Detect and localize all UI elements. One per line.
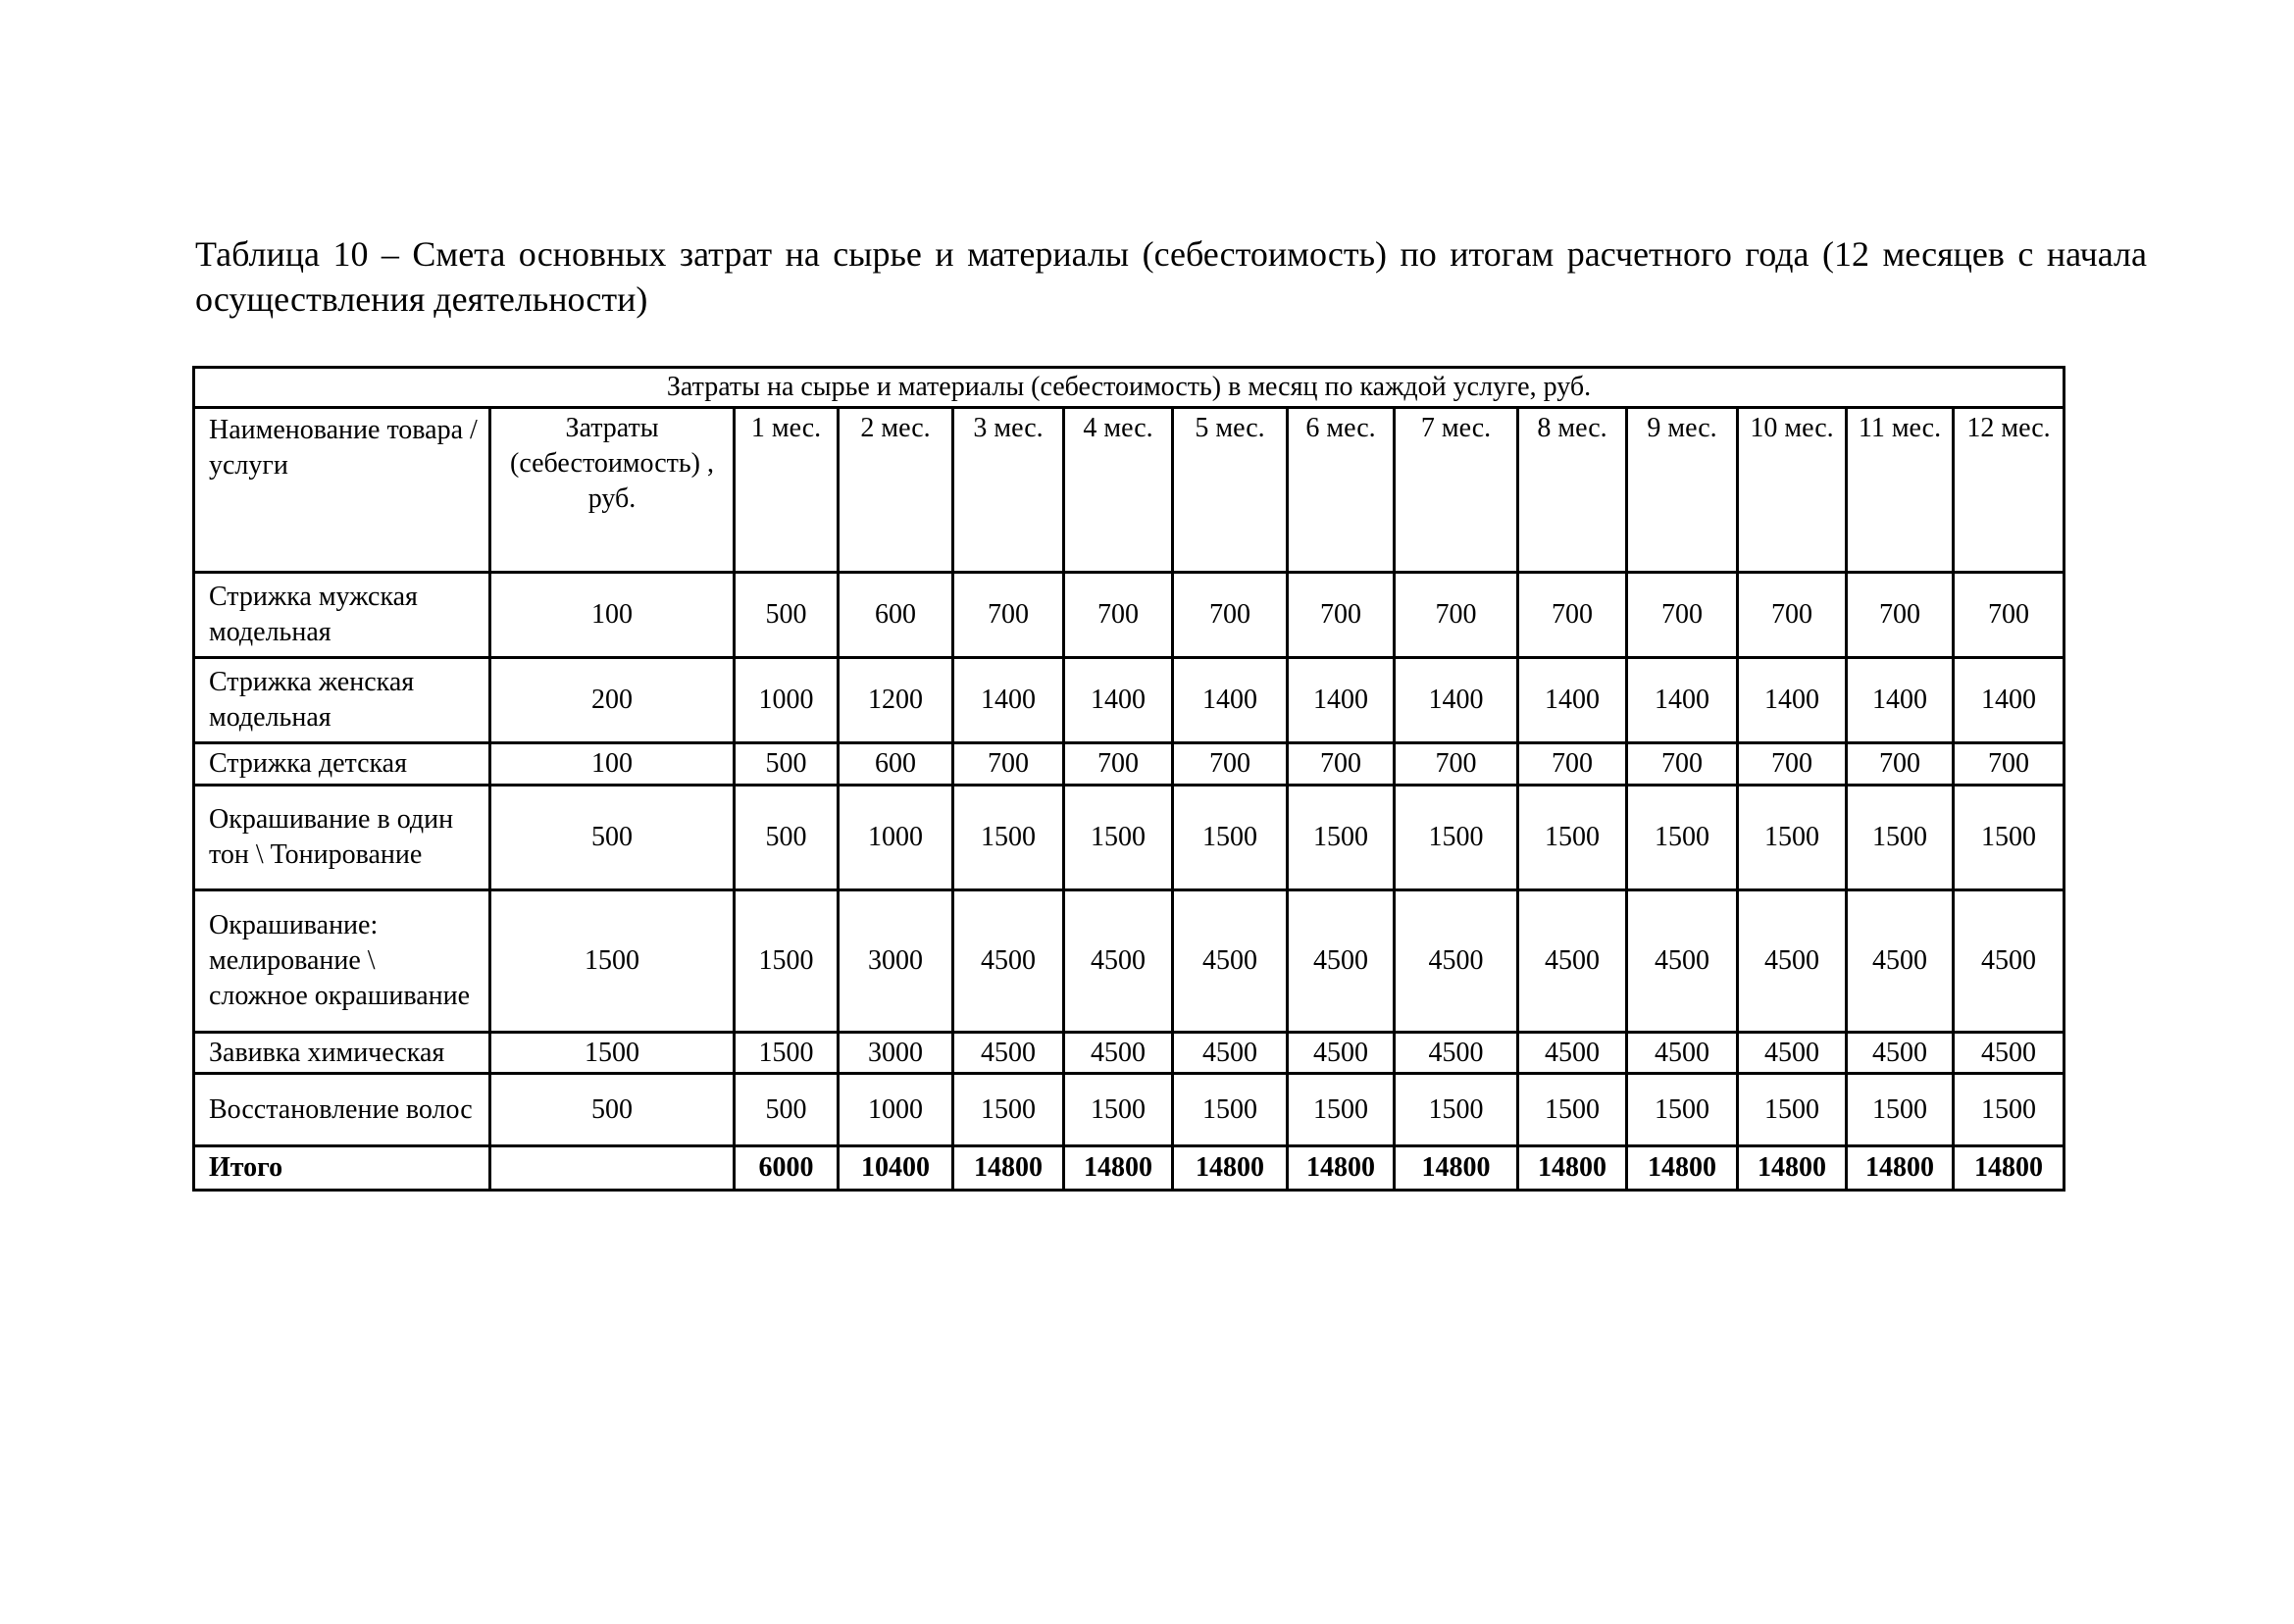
header-month: 12 мес.	[1954, 408, 2065, 573]
month-value: 700	[1627, 743, 1738, 786]
month-value: 4500	[1064, 890, 1173, 1033]
month-value: 1400	[1954, 658, 2065, 743]
month-value: 4500	[1954, 890, 2065, 1033]
service-name: Восстановление волос	[194, 1074, 490, 1146]
month-value: 500	[735, 573, 839, 658]
table-caption: Затраты на сырье и материалы (себестоимость) в месяц по каждой услуге, руб.	[194, 368, 2065, 408]
month-value: 700	[1954, 573, 2065, 658]
month-value: 1000	[735, 658, 839, 743]
month-value: 1500	[1173, 1074, 1288, 1146]
service-cost: 500	[490, 1074, 735, 1146]
service-cost: 100	[490, 743, 735, 786]
month-value: 1500	[953, 786, 1064, 890]
month-value: 700	[1064, 573, 1173, 658]
total-label: Итого	[194, 1146, 490, 1191]
header-month: 2 мес.	[839, 408, 953, 573]
month-value: 1500	[1395, 1074, 1518, 1146]
month-value: 700	[1847, 573, 1954, 658]
month-value: 1400	[1847, 658, 1954, 743]
header-row	[194, 408, 2065, 573]
month-value: 1500	[953, 1074, 1064, 1146]
service-cost: 100	[490, 573, 735, 658]
cost-estimate-table	[192, 366, 2065, 1192]
month-value: 4500	[1064, 1033, 1173, 1074]
header-month: 11 мес.	[1847, 408, 1954, 573]
total-month-value: 10400	[839, 1146, 953, 1191]
service-name: Окрашивание в один тон \ Тонирование	[194, 786, 490, 890]
month-value: 1200	[839, 658, 953, 743]
month-value: 4500	[1173, 1033, 1288, 1074]
service-name: Стрижка женская модельная	[194, 658, 490, 743]
total-row	[194, 1146, 2065, 1191]
month-value: 4500	[1627, 890, 1738, 1033]
total-cost	[490, 1146, 735, 1191]
table-row	[194, 1033, 2065, 1074]
month-value: 4500	[1395, 890, 1518, 1033]
service-name: Стрижка детская	[194, 743, 490, 786]
month-value: 1500	[735, 1033, 839, 1074]
month-value: 3000	[839, 890, 953, 1033]
header-name: Наименование товара / услуги	[194, 408, 490, 573]
month-value: 4500	[1847, 890, 1954, 1033]
month-value: 4500	[1738, 890, 1847, 1033]
month-value: 4500	[1518, 1033, 1627, 1074]
month-value: 1500	[1847, 1074, 1954, 1146]
table-row	[194, 786, 2065, 890]
month-value: 1500	[1173, 786, 1288, 890]
month-value: 1500	[1627, 1074, 1738, 1146]
total-month-value: 14800	[1518, 1146, 1627, 1191]
month-value: 1500	[1518, 786, 1627, 890]
month-value: 700	[1518, 573, 1627, 658]
month-value: 1400	[1173, 658, 1288, 743]
service-cost: 200	[490, 658, 735, 743]
total-month-value: 14800	[1064, 1146, 1173, 1191]
service-name: Стрижка мужская модельная	[194, 573, 490, 658]
month-value: 700	[1627, 573, 1738, 658]
service-name: Окрашивание: мелирование \ сложное окрашивание	[194, 890, 490, 1033]
month-value: 700	[1395, 743, 1518, 786]
month-value: 1500	[1064, 1074, 1173, 1146]
header-month: 4 мес.	[1064, 408, 1173, 573]
table-row	[194, 573, 2065, 658]
month-value: 700	[1288, 573, 1395, 658]
month-value: 1000	[839, 1074, 953, 1146]
month-value: 4500	[1954, 1033, 2065, 1074]
month-value: 1500	[1738, 1074, 1847, 1146]
month-value: 500	[735, 1074, 839, 1146]
header-month: 7 мес.	[1395, 408, 1518, 573]
header-month: 9 мес.	[1627, 408, 1738, 573]
table-title: Таблица 10 – Смета основных затрат на сырье и материалы (себестоимость) по итогам расчетного года (12 месяцев с начала осуществления деятельности)	[195, 234, 2147, 319]
month-value: 700	[953, 743, 1064, 786]
month-value: 500	[735, 743, 839, 786]
month-value: 4500	[1738, 1033, 1847, 1074]
month-value: 4500	[1288, 1033, 1395, 1074]
month-value: 1500	[1518, 1074, 1627, 1146]
month-value: 3000	[839, 1033, 953, 1074]
header-month: 3 мес.	[953, 408, 1064, 573]
month-value: 1500	[1954, 1074, 2065, 1146]
month-value: 1500	[1847, 786, 1954, 890]
header-cost: Затраты (себестоимость) , руб.	[490, 408, 735, 573]
month-value: 1500	[1954, 786, 2065, 890]
header-month: 1 мес.	[735, 408, 839, 573]
month-value: 700	[1738, 573, 1847, 658]
month-value: 1000	[839, 786, 953, 890]
month-value: 1400	[1395, 658, 1518, 743]
month-value: 1400	[1064, 658, 1173, 743]
month-value: 1500	[1627, 786, 1738, 890]
service-name: Завивка химическая	[194, 1033, 490, 1074]
month-value: 700	[1847, 743, 1954, 786]
month-value: 700	[953, 573, 1064, 658]
month-value: 700	[1288, 743, 1395, 786]
month-value: 1500	[1395, 786, 1518, 890]
month-value: 4500	[1173, 890, 1288, 1033]
month-value: 1500	[1064, 786, 1173, 890]
month-value: 1500	[1738, 786, 1847, 890]
total-month-value: 14800	[1627, 1146, 1738, 1191]
header-month: 5 мес.	[1173, 408, 1288, 573]
total-month-value: 14800	[1847, 1146, 1954, 1191]
month-value: 1500	[1288, 786, 1395, 890]
service-cost: 500	[490, 786, 735, 890]
table-row	[194, 890, 2065, 1033]
header-month: 10 мес.	[1738, 408, 1847, 573]
total-month-value: 14800	[1395, 1146, 1518, 1191]
month-value: 1400	[1738, 658, 1847, 743]
month-value: 1400	[1518, 658, 1627, 743]
month-value: 4500	[1627, 1033, 1738, 1074]
month-value: 1400	[1288, 658, 1395, 743]
month-value: 600	[839, 573, 953, 658]
total-month-value: 14800	[1738, 1146, 1847, 1191]
service-cost: 1500	[490, 1033, 735, 1074]
month-value: 600	[839, 743, 953, 786]
month-value: 1400	[1627, 658, 1738, 743]
month-value: 700	[1395, 573, 1518, 658]
month-value: 4500	[953, 890, 1064, 1033]
header-month: 8 мес.	[1518, 408, 1627, 573]
month-value: 700	[1064, 743, 1173, 786]
table-row	[194, 743, 2065, 786]
month-value: 4500	[1847, 1033, 1954, 1074]
month-value: 4500	[1288, 890, 1395, 1033]
month-value: 700	[1173, 573, 1288, 658]
month-value: 4500	[1518, 890, 1627, 1033]
month-value: 4500	[1395, 1033, 1518, 1074]
total-month-value: 14800	[953, 1146, 1064, 1191]
service-cost: 1500	[490, 890, 735, 1033]
header-month: 6 мес.	[1288, 408, 1395, 573]
month-value: 4500	[953, 1033, 1064, 1074]
total-month-value: 14800	[1288, 1146, 1395, 1191]
month-value: 500	[735, 786, 839, 890]
month-value: 700	[1518, 743, 1627, 786]
month-value: 1400	[953, 658, 1064, 743]
month-value: 700	[1954, 743, 2065, 786]
month-value: 1500	[1288, 1074, 1395, 1146]
total-month-value: 14800	[1954, 1146, 2065, 1191]
total-month-value: 6000	[735, 1146, 839, 1191]
table-row	[194, 658, 2065, 743]
month-value: 1500	[735, 890, 839, 1033]
table-caption-row	[194, 368, 2065, 408]
total-month-value: 14800	[1173, 1146, 1288, 1191]
month-value: 700	[1173, 743, 1288, 786]
table-row	[194, 1074, 2065, 1146]
month-value: 700	[1738, 743, 1847, 786]
